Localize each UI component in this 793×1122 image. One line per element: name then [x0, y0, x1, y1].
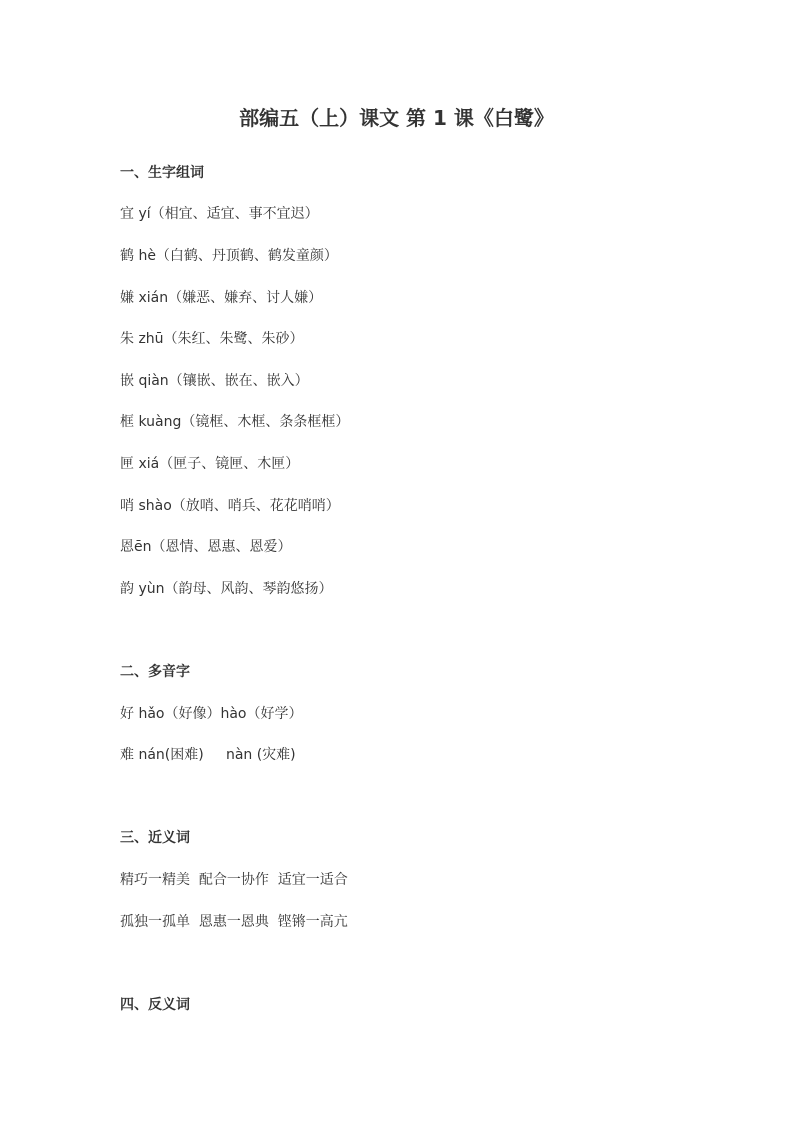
synonym-line: 孤独一孤单 恩惠一恩典 铿锵一高亢	[120, 914, 348, 930]
polyphone-line: 难 nán(困难) nàn (灾难)	[120, 747, 296, 763]
section-heading-synonyms: 三、近义词	[120, 830, 190, 846]
vocab-line: 哨 shào（放哨、哨兵、花花哨哨）	[120, 498, 340, 514]
vocab-line: 嫌 xián（嫌恶、嫌弃、讨人嫌）	[120, 290, 323, 306]
document-title: 部编五（上）课文 第 1 课《白鹭》	[239, 106, 554, 130]
section-heading-antonyms: 四、反义词	[120, 997, 190, 1013]
vocab-line: 朱 zhū（朱红、朱鹭、朱砂）	[120, 331, 304, 347]
vocab-line: 宜 yí（相宜、适宜、事不宜迟）	[120, 206, 319, 222]
section-heading-polyphones: 二、多音字	[120, 664, 190, 680]
vocab-line: 恩ēn（恩情、恩惠、恩爱）	[120, 539, 292, 555]
vocab-line: 匣 xiá（匣子、镜匣、木匣）	[120, 456, 300, 472]
section-heading-new-characters: 一、生字组词	[120, 165, 204, 181]
vocab-line: 嵌 qiàn（镶嵌、嵌在、嵌入）	[120, 373, 309, 389]
vocab-line: 框 kuàng（镜框、木框、条条框框）	[120, 414, 350, 430]
vocab-line: 鹤 hè（白鹤、丹顶鹤、鹤发童颜）	[120, 248, 338, 264]
polyphone-line: 好 hǎo（好像）hào（好学）	[120, 706, 303, 722]
synonym-line: 精巧一精美 配合一协作 适宜一适合	[120, 872, 348, 888]
vocab-line: 韵 yùn（韵母、风韵、琴韵悠扬）	[120, 581, 333, 597]
